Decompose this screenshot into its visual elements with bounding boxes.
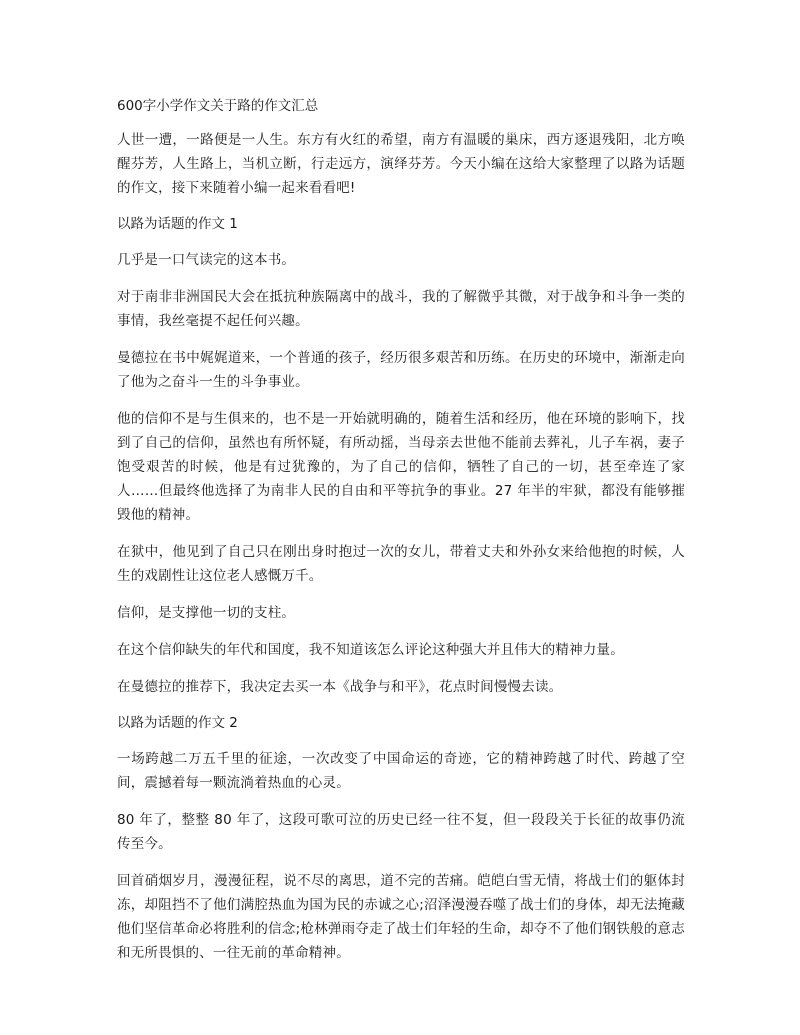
essay-1-paragraph: 他的信仰不是与生俱来的，也不是一开始就明确的，随着生活和经历，他在环境的影响下，找到了自己的信仰，虽然也有所怀疑，有所动摇，当母亲去世他不能前去葬礼，儿子车祸，妻子饱受艰苦的时候，他是有过犹豫的，为了自己的信仰，牺牲了自己的一切，甚至牵连了家人……但最终他选择了为南非人民的自由和平等抗争的事业。27 年半的牢狱，都没有能够摧毁他的精神。: [117, 411, 685, 523]
essay-1-paragraph: 曼德拉在书中娓娓道来，一个普通的孩子，经历很多艰苦和历练。在历史的环境中，渐渐走向了他为之奋斗一生的斗争事业。: [117, 350, 685, 390]
essay-1-paragraph: 几乎是一口气读完的这本书。: [117, 252, 296, 268]
essay-1-paragraph: 在狱中，他见到了自己只在刚出身时抱过一次的女儿，带着丈夫和外孙女来给他抱的时候，人生的戏剧性让这位老人感慨万千。: [117, 544, 685, 584]
essay-1-paragraph: 信仰，是支撑他一切的支柱。: [117, 605, 296, 621]
essay-2-paragraph: 80 年了，整整 80 年了，这段可歌可泣的历史已经一往不复，但一段段关于长征的故事仍流传至今。: [117, 812, 685, 852]
essay-1-heading: 以路为话题的作文 1: [117, 216, 238, 232]
document-page: [117, 96, 685, 978]
essay-1-paragraph: 在曼德拉的推荐下，我决定去买一本《战争与和平》，花点时间慢慢去读。: [117, 679, 563, 695]
essay-2-heading: 以路为话题的作文 2: [117, 715, 238, 731]
essay-2-paragraph: 一场跨越二万五千里的征途，一次改变了中国命运的奇迹，它的精神跨越了时代、跨越了空间，震撼着每一颗流淌着热血的心灵。: [117, 751, 685, 791]
intro-paragraph: 人世一遭，一路便是一人生。东方有火红的希望，南方有温暖的巢床，西方逐退残阳，北方唤醒芬芳，人生路上，当机立断，行走远方，演绎芬芳。今天小编在这给大家整理了以路为话题的作文，接下来随着小编一起来看看吧!: [117, 132, 685, 196]
document-title: 600字小学作文关于路的作文汇总: [117, 98, 319, 114]
essay-1-paragraph: 在这个信仰缺失的年代和国度，我不知道该怎么评论这种强大并且伟大的精神力量。: [117, 642, 624, 658]
essay-2-paragraph: 回首硝烟岁月，漫漫征程，说不尽的离思，道不完的苦痛。皑皑白雪无情，将战士们的躯体封冻，却阻挡不了他们满腔热血为国为民的赤诚之心;沼泽漫漫吞噬了战士们的身体，却无法掩藏他们坚信革命必将胜利的信念;枪林弹雨夺走了战士们年轻的生命，却夺不了他们钢铁般的意志和无所畏惧的、一往无前的革命精神。: [117, 873, 685, 961]
essay-1-paragraph: 对于南非非洲国民大会在抵抗种族隔离中的战斗，我的了解微乎其微，对于战争和斗争一类的事情，我丝毫提不起任何兴趣。: [117, 289, 685, 329]
